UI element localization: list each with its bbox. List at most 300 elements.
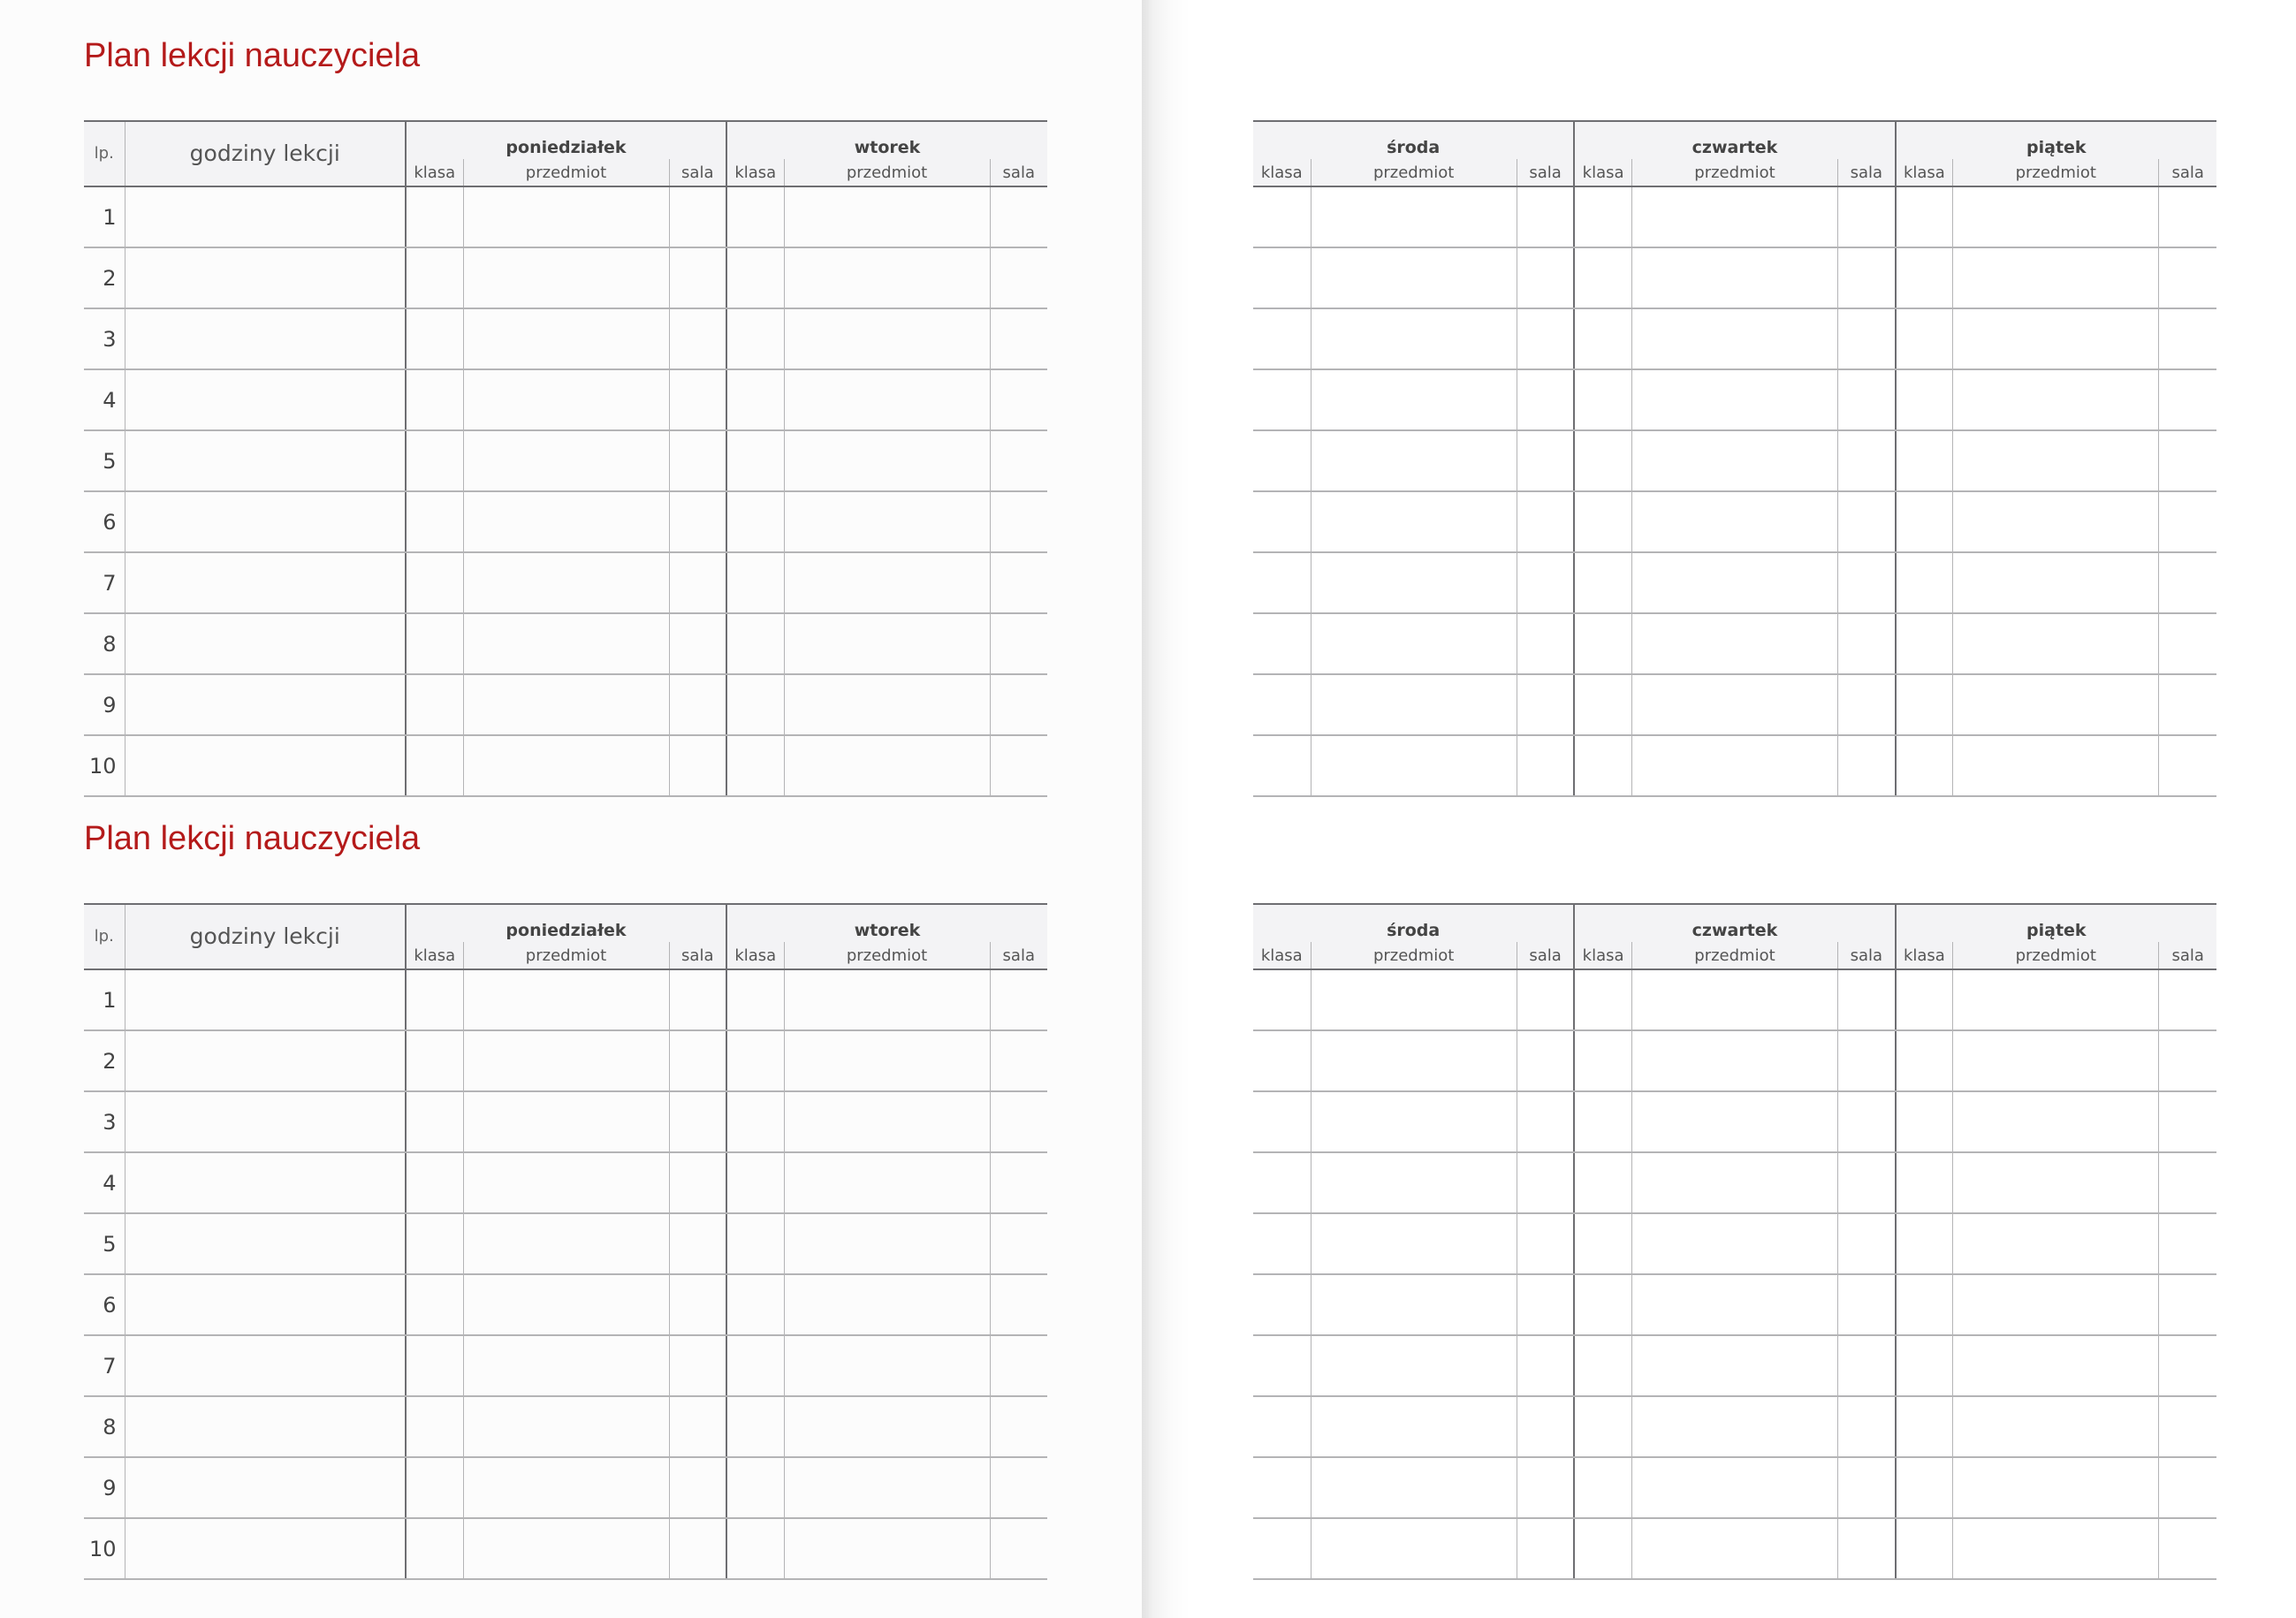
subject-cell[interactable] [463,969,669,1030]
room-cell[interactable] [1517,1457,1574,1518]
class-cell[interactable] [1253,369,1311,430]
room-cell[interactable] [1838,1030,1896,1091]
room-cell[interactable] [1838,552,1896,613]
class-cell[interactable] [406,1213,463,1274]
class-cell[interactable] [1574,1274,1631,1335]
class-cell[interactable] [1896,674,1953,735]
class-cell[interactable] [406,1518,463,1579]
class-cell[interactable] [1896,430,1953,491]
subject-cell[interactable] [1953,1274,2159,1335]
subject-cell[interactable] [463,247,669,308]
subject-cell[interactable] [1311,735,1517,796]
class-cell[interactable] [1896,369,1953,430]
room-cell[interactable] [1838,969,1896,1030]
room-cell[interactable] [1517,491,1574,552]
subject-cell[interactable] [1631,613,1837,674]
class-cell[interactable] [726,247,784,308]
class-cell[interactable] [406,1457,463,1518]
room-cell[interactable] [1517,613,1574,674]
class-cell[interactable] [726,1396,784,1457]
room-cell[interactable] [1517,369,1574,430]
room-cell[interactable] [1517,1518,1574,1579]
room-cell[interactable] [669,1518,726,1579]
subject-cell[interactable] [784,1518,990,1579]
hours-cell[interactable] [125,1396,406,1457]
class-cell[interactable] [1896,1396,1953,1457]
class-cell[interactable] [1896,247,1953,308]
room-cell[interactable] [669,552,726,613]
subject-cell[interactable] [784,1457,990,1518]
subject-cell[interactable] [1953,369,2159,430]
subject-cell[interactable] [463,369,669,430]
class-cell[interactable] [1574,1396,1631,1457]
subject-cell[interactable] [463,1335,669,1396]
subject-cell[interactable] [463,308,669,369]
class-cell[interactable] [726,552,784,613]
room-cell[interactable] [1838,735,1896,796]
subject-cell[interactable] [1631,1457,1837,1518]
room-cell[interactable] [1838,1213,1896,1274]
room-cell[interactable] [1838,674,1896,735]
hours-cell[interactable] [125,369,406,430]
class-cell[interactable] [1574,308,1631,369]
subject-cell[interactable] [1953,1213,2159,1274]
class-cell[interactable] [1253,1213,1311,1274]
subject-cell[interactable] [784,674,990,735]
class-cell[interactable] [726,735,784,796]
subject-cell[interactable] [1631,969,1837,1030]
class-cell[interactable] [1253,969,1311,1030]
room-cell[interactable] [1517,969,1574,1030]
room-cell[interactable] [669,430,726,491]
room-cell[interactable] [1517,1274,1574,1335]
subject-cell[interactable] [1311,247,1517,308]
subject-cell[interactable] [1631,1091,1837,1152]
subject-cell[interactable] [1953,1518,2159,1579]
subject-cell[interactable] [1311,674,1517,735]
class-cell[interactable] [726,186,784,247]
subject-cell[interactable] [1311,1030,1517,1091]
subject-cell[interactable] [784,613,990,674]
room-cell[interactable] [1838,247,1896,308]
class-cell[interactable] [1253,1030,1311,1091]
subject-cell[interactable] [784,430,990,491]
subject-cell[interactable] [1953,247,2159,308]
class-cell[interactable] [1896,969,1953,1030]
room-cell[interactable] [2159,1091,2216,1152]
subject-cell[interactable] [1311,1213,1517,1274]
class-cell[interactable] [1253,1274,1311,1335]
room-cell[interactable] [2159,1274,2216,1335]
class-cell[interactable] [1896,1335,1953,1396]
subject-cell[interactable] [1953,969,2159,1030]
room-cell[interactable] [990,674,1047,735]
room-cell[interactable] [2159,735,2216,796]
class-cell[interactable] [406,1335,463,1396]
class-cell[interactable] [726,1030,784,1091]
room-cell[interactable] [1517,1213,1574,1274]
room-cell[interactable] [990,430,1047,491]
subject-cell[interactable] [1953,430,2159,491]
class-cell[interactable] [1574,1335,1631,1396]
subject-cell[interactable] [784,186,990,247]
subject-cell[interactable] [463,491,669,552]
subject-cell[interactable] [463,186,669,247]
room-cell[interactable] [2159,430,2216,491]
subject-cell[interactable] [784,491,990,552]
room-cell[interactable] [2159,1457,2216,1518]
class-cell[interactable] [726,969,784,1030]
subject-cell[interactable] [1631,369,1837,430]
room-cell[interactable] [2159,552,2216,613]
subject-cell[interactable] [784,1396,990,1457]
subject-cell[interactable] [784,1091,990,1152]
class-cell[interactable] [1574,1213,1631,1274]
room-cell[interactable] [1838,613,1896,674]
room-cell[interactable] [1517,1396,1574,1457]
class-cell[interactable] [1896,1213,1953,1274]
room-cell[interactable] [990,1396,1047,1457]
subject-cell[interactable] [1953,1457,2159,1518]
room-cell[interactable] [1517,674,1574,735]
hours-cell[interactable] [125,491,406,552]
room-cell[interactable] [990,1457,1047,1518]
room-cell[interactable] [669,308,726,369]
room-cell[interactable] [2159,1518,2216,1579]
class-cell[interactable] [406,430,463,491]
class-cell[interactable] [1574,1091,1631,1152]
subject-cell[interactable] [463,613,669,674]
hours-cell[interactable] [125,1518,406,1579]
class-cell[interactable] [406,552,463,613]
subject-cell[interactable] [1631,1518,1837,1579]
room-cell[interactable] [1517,1030,1574,1091]
subject-cell[interactable] [1631,430,1837,491]
room-cell[interactable] [1517,1091,1574,1152]
class-cell[interactable] [1253,552,1311,613]
class-cell[interactable] [1253,186,1311,247]
room-cell[interactable] [1838,1396,1896,1457]
room-cell[interactable] [990,1274,1047,1335]
class-cell[interactable] [1896,186,1953,247]
hours-cell[interactable] [125,969,406,1030]
subject-cell[interactable] [1953,1091,2159,1152]
class-cell[interactable] [1896,735,1953,796]
subject-cell[interactable] [1631,1335,1837,1396]
subject-cell[interactable] [463,1457,669,1518]
room-cell[interactable] [1838,1274,1896,1335]
room-cell[interactable] [669,1396,726,1457]
room-cell[interactable] [990,1091,1047,1152]
class-cell[interactable] [1574,369,1631,430]
room-cell[interactable] [1838,1335,1896,1396]
hours-cell[interactable] [125,1274,406,1335]
class-cell[interactable] [1253,1457,1311,1518]
subject-cell[interactable] [463,735,669,796]
subject-cell[interactable] [1953,308,2159,369]
class-cell[interactable] [406,186,463,247]
room-cell[interactable] [669,1457,726,1518]
subject-cell[interactable] [1311,1335,1517,1396]
subject-cell[interactable] [1631,1396,1837,1457]
room-cell[interactable] [669,613,726,674]
class-cell[interactable] [406,735,463,796]
class-cell[interactable] [406,1396,463,1457]
class-cell[interactable] [1574,491,1631,552]
room-cell[interactable] [669,1030,726,1091]
subject-cell[interactable] [784,369,990,430]
room-cell[interactable] [990,308,1047,369]
room-cell[interactable] [1838,186,1896,247]
room-cell[interactable] [669,674,726,735]
class-cell[interactable] [1574,247,1631,308]
room-cell[interactable] [1517,735,1574,796]
hours-cell[interactable] [125,1152,406,1213]
room-cell[interactable] [1838,1091,1896,1152]
room-cell[interactable] [990,369,1047,430]
class-cell[interactable] [406,613,463,674]
class-cell[interactable] [1896,1091,1953,1152]
room-cell[interactable] [2159,1335,2216,1396]
subject-cell[interactable] [1631,1213,1837,1274]
subject-cell[interactable] [1631,308,1837,369]
subject-cell[interactable] [1953,552,2159,613]
subject-cell[interactable] [1953,491,2159,552]
room-cell[interactable] [2159,969,2216,1030]
class-cell[interactable] [726,430,784,491]
class-cell[interactable] [406,369,463,430]
room-cell[interactable] [2159,1396,2216,1457]
class-cell[interactable] [1896,613,1953,674]
subject-cell[interactable] [784,1335,990,1396]
subject-cell[interactable] [1953,1396,2159,1457]
room-cell[interactable] [2159,674,2216,735]
room-cell[interactable] [990,613,1047,674]
hours-cell[interactable] [125,1030,406,1091]
room-cell[interactable] [2159,1030,2216,1091]
room-cell[interactable] [990,552,1047,613]
class-cell[interactable] [1896,1518,1953,1579]
class-cell[interactable] [726,1274,784,1335]
class-cell[interactable] [1896,552,1953,613]
subject-cell[interactable] [1953,1030,2159,1091]
class-cell[interactable] [726,1213,784,1274]
subject-cell[interactable] [1953,1152,2159,1213]
room-cell[interactable] [1838,491,1896,552]
class-cell[interactable] [1574,186,1631,247]
class-cell[interactable] [1253,430,1311,491]
subject-cell[interactable] [1311,1152,1517,1213]
room-cell[interactable] [990,1030,1047,1091]
room-cell[interactable] [2159,491,2216,552]
hours-cell[interactable] [125,1091,406,1152]
subject-cell[interactable] [1311,430,1517,491]
subject-cell[interactable] [1631,491,1837,552]
class-cell[interactable] [1574,969,1631,1030]
subject-cell[interactable] [784,1152,990,1213]
class-cell[interactable] [726,1518,784,1579]
class-cell[interactable] [726,1457,784,1518]
hours-cell[interactable] [125,1335,406,1396]
class-cell[interactable] [726,308,784,369]
subject-cell[interactable] [463,430,669,491]
hours-cell[interactable] [125,674,406,735]
class-cell[interactable] [1253,613,1311,674]
room-cell[interactable] [2159,1152,2216,1213]
room-cell[interactable] [1517,1152,1574,1213]
class-cell[interactable] [1253,1091,1311,1152]
class-cell[interactable] [1574,1518,1631,1579]
room-cell[interactable] [1838,1152,1896,1213]
subject-cell[interactable] [1311,969,1517,1030]
subject-cell[interactable] [1311,491,1517,552]
subject-cell[interactable] [1631,735,1837,796]
class-cell[interactable] [406,1030,463,1091]
subject-cell[interactable] [784,247,990,308]
class-cell[interactable] [1253,674,1311,735]
room-cell[interactable] [1517,186,1574,247]
hours-cell[interactable] [125,308,406,369]
subject-cell[interactable] [1311,1091,1517,1152]
subject-cell[interactable] [463,1030,669,1091]
room-cell[interactable] [990,969,1047,1030]
room-cell[interactable] [2159,613,2216,674]
subject-cell[interactable] [1311,1457,1517,1518]
subject-cell[interactable] [463,1274,669,1335]
room-cell[interactable] [2159,1213,2216,1274]
room-cell[interactable] [1517,1335,1574,1396]
hours-cell[interactable] [125,613,406,674]
subject-cell[interactable] [463,674,669,735]
room-cell[interactable] [2159,369,2216,430]
room-cell[interactable] [669,1213,726,1274]
class-cell[interactable] [1574,613,1631,674]
subject-cell[interactable] [1311,1396,1517,1457]
subject-cell[interactable] [1953,186,2159,247]
hours-cell[interactable] [125,430,406,491]
class-cell[interactable] [1253,1335,1311,1396]
subject-cell[interactable] [784,308,990,369]
subject-cell[interactable] [463,1518,669,1579]
subject-cell[interactable] [1953,1335,2159,1396]
class-cell[interactable] [1896,1457,1953,1518]
room-cell[interactable] [990,186,1047,247]
subject-cell[interactable] [1311,308,1517,369]
class-cell[interactable] [406,1274,463,1335]
room-cell[interactable] [1838,1457,1896,1518]
class-cell[interactable] [1896,308,1953,369]
hours-cell[interactable] [125,735,406,796]
class-cell[interactable] [406,1091,463,1152]
class-cell[interactable] [726,1091,784,1152]
subject-cell[interactable] [1311,552,1517,613]
room-cell[interactable] [990,1518,1047,1579]
room-cell[interactable] [1838,430,1896,491]
room-cell[interactable] [669,1335,726,1396]
room-cell[interactable] [990,1152,1047,1213]
hours-cell[interactable] [125,1457,406,1518]
class-cell[interactable] [1253,308,1311,369]
subject-cell[interactable] [784,1030,990,1091]
subject-cell[interactable] [1311,186,1517,247]
subject-cell[interactable] [463,552,669,613]
subject-cell[interactable] [1631,1274,1837,1335]
room-cell[interactable] [669,1091,726,1152]
room-cell[interactable] [2159,247,2216,308]
hours-cell[interactable] [125,247,406,308]
class-cell[interactable] [406,674,463,735]
hours-cell[interactable] [125,1213,406,1274]
room-cell[interactable] [1838,1518,1896,1579]
subject-cell[interactable] [1311,369,1517,430]
class-cell[interactable] [1253,1518,1311,1579]
subject-cell[interactable] [1631,552,1837,613]
room-cell[interactable] [2159,308,2216,369]
subject-cell[interactable] [1631,186,1837,247]
class-cell[interactable] [1574,552,1631,613]
room-cell[interactable] [990,1335,1047,1396]
room-cell[interactable] [1838,369,1896,430]
room-cell[interactable] [669,247,726,308]
subject-cell[interactable] [784,969,990,1030]
room-cell[interactable] [1517,552,1574,613]
subject-cell[interactable] [463,1152,669,1213]
class-cell[interactable] [726,369,784,430]
room-cell[interactable] [1517,308,1574,369]
class-cell[interactable] [406,491,463,552]
room-cell[interactable] [1517,430,1574,491]
subject-cell[interactable] [784,735,990,796]
class-cell[interactable] [1574,430,1631,491]
class-cell[interactable] [1253,491,1311,552]
hours-cell[interactable] [125,186,406,247]
subject-cell[interactable] [1631,674,1837,735]
class-cell[interactable] [1574,674,1631,735]
room-cell[interactable] [669,186,726,247]
subject-cell[interactable] [463,1213,669,1274]
subject-cell[interactable] [784,552,990,613]
subject-cell[interactable] [1953,613,2159,674]
class-cell[interactable] [406,1152,463,1213]
room-cell[interactable] [990,491,1047,552]
subject-cell[interactable] [1631,247,1837,308]
subject-cell[interactable] [1311,613,1517,674]
class-cell[interactable] [406,308,463,369]
hours-cell[interactable] [125,552,406,613]
class-cell[interactable] [1253,1152,1311,1213]
class-cell[interactable] [726,1152,784,1213]
class-cell[interactable] [1896,1274,1953,1335]
subject-cell[interactable] [463,1396,669,1457]
subject-cell[interactable] [1311,1518,1517,1579]
class-cell[interactable] [1896,491,1953,552]
class-cell[interactable] [1253,735,1311,796]
class-cell[interactable] [726,1335,784,1396]
class-cell[interactable] [406,969,463,1030]
room-cell[interactable] [669,735,726,796]
room-cell[interactable] [669,969,726,1030]
room-cell[interactable] [990,247,1047,308]
class-cell[interactable] [1574,1030,1631,1091]
class-cell[interactable] [1896,1152,1953,1213]
room-cell[interactable] [1838,308,1896,369]
class-cell[interactable] [726,613,784,674]
subject-cell[interactable] [1631,1152,1837,1213]
room-cell[interactable] [669,1152,726,1213]
subject-cell[interactable] [784,1274,990,1335]
class-cell[interactable] [1896,1030,1953,1091]
class-cell[interactable] [1253,247,1311,308]
